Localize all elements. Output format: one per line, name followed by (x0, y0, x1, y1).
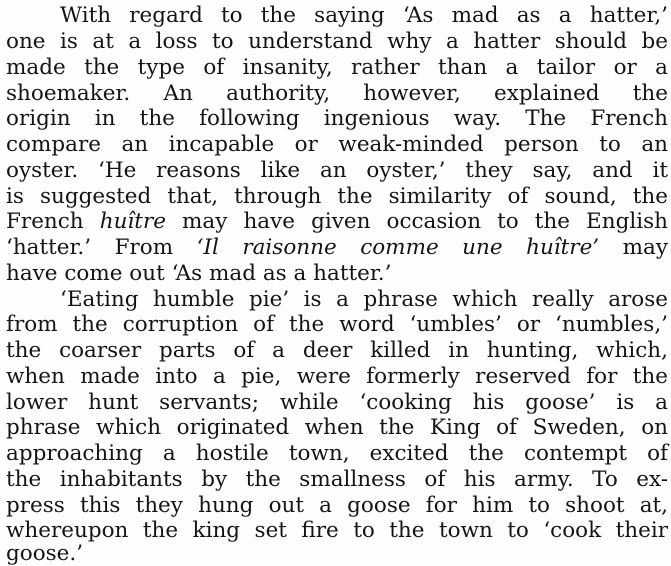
italic-phrase: ‘Il raisonne comme une huître’ (196, 235, 600, 260)
text-line: ‘Eating humble pie’ is a phrase which really arose (60, 287, 668, 312)
text-line: the inhabitants by the smallness of his army. To ex- (6, 467, 668, 492)
text-line: press this they hung out a goose for him to shoot at, (6, 493, 668, 518)
text-line: lower hunt servants; while ‘cooking his goose’ is a (6, 390, 668, 415)
text-line (6, 209, 668, 234)
text-line: made the type of insanity, rather than a tailor or a (6, 55, 668, 80)
text-line: shoemaker. An authority, however, explained the (6, 81, 668, 106)
text-line: origin in the following ingenious way. The French (6, 106, 668, 131)
text-line (6, 235, 668, 260)
text-line: With regard to the saying ‘As mad as a hatter,’ (60, 3, 668, 28)
text-line: the coarser parts of a deer killed in hunting, which, (6, 338, 668, 363)
text-line: when made into a pie, were formerly reserved for the (6, 364, 668, 389)
italic-phrase: huître (99, 209, 166, 234)
text-segment: may have given occasion to the English (165, 209, 668, 234)
text-line: whereupon the king set fire to the town to ‘cook their (6, 518, 668, 543)
text-line: have come out ‘As mad as a hatter.’ (6, 261, 392, 286)
text-segment: French (6, 209, 100, 234)
text-line: oyster. ‘He reasons like an oyster,’ they say, and it (6, 158, 668, 183)
text-segment: ‘hatter.’ From (6, 235, 197, 260)
text-line: one is at a loss to understand why a hatter should be (6, 29, 668, 54)
text-line: from the corruption of the word ‘umbles’ or ‘numbles,’ (6, 312, 668, 337)
text-line: compare an incapable or weak-minded person to an (6, 132, 668, 157)
text-segment: may (599, 235, 668, 260)
text-line: goose.’ (6, 541, 84, 566)
text-line: is suggested that, through the similarity of sound, the (6, 184, 668, 209)
text-line: phrase which originated when the King of Sweden, on (6, 415, 668, 440)
text-line: approaching a hostile town, excited the contempt of (6, 441, 668, 466)
